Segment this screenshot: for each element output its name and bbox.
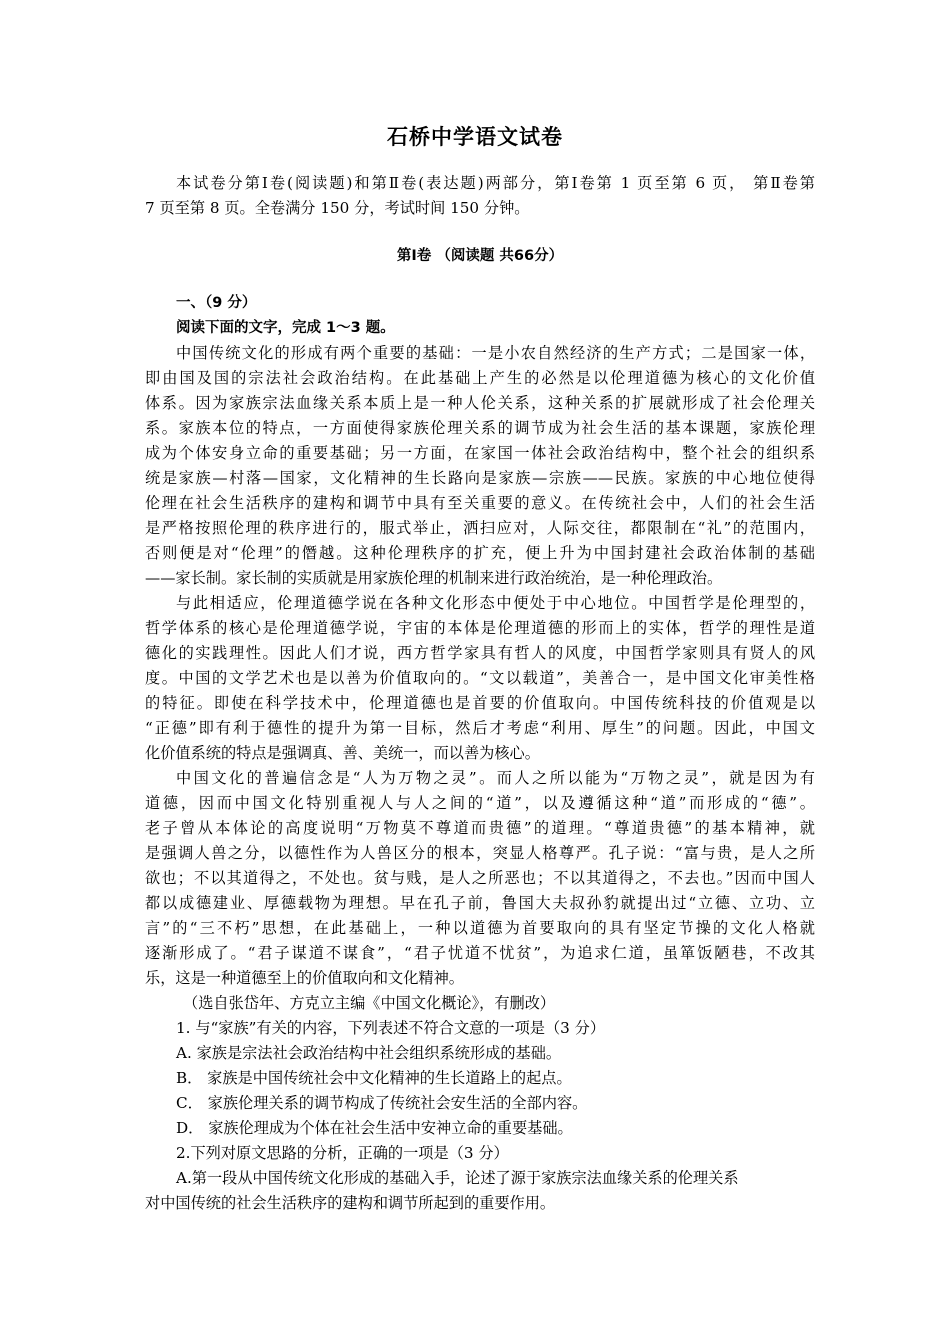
passage-line: 统是家族—村落—国家，文化精神的生长路向是家族—宗族——民族。家族的中心地位使得: [145, 469, 815, 487]
exam-intro: [145, 171, 815, 221]
question-line: 1. 与“家族”有关的内容，下列表述不符合文意的一项是（3 分）: [176, 1019, 606, 1037]
passage-line: 德化的实践理性。因此人们才说，西方哲学家具有哲人的风度，中国哲学家则具有贤人的风: [145, 644, 815, 662]
passage-line: 道德，因而中国文化特别重视人与人之间的“道”，以及遵循这种“道”而形成的“德”。: [145, 794, 815, 812]
passage-line: 中国传统文化的形成有两个重要的基础：一是小农自然经济的生产方式；二是国家一体，: [176, 344, 815, 362]
passage-line: “正德”即有利于德性的提升为第一目标，然后才考虑“利用、厚生”的问题。因此，中国文: [145, 719, 815, 737]
part-one: [145, 291, 815, 341]
question-line: A. 家族是宗法社会政治结构中社会组织系统形成的基础。: [176, 1044, 562, 1062]
question-line: 对中国传统的社会生活秩序的建构和调节所起到的重要作用。: [145, 1194, 556, 1212]
passage-line: 化价值系统的特点是强调真、善、美统一，而以善为核心。: [145, 744, 540, 762]
passage-line: 成为个体安身立命的重要基础；另一方面，在家国一体社会政治结构中，整个社会的组织系: [145, 444, 815, 462]
question-list: [145, 1016, 815, 1216]
passage-line: 逐渐形成了。“君子谋道不谋食”，“君子忧道不忧贫”，为追求仁道，虽箪饭陋巷，不改其: [145, 944, 815, 962]
question-line: D． 家族伦理成为个体在社会生活中安神立命的重要基础。: [176, 1119, 573, 1137]
question-line: C． 家族伦理关系的调节构成了传统社会安生活的全部内容。: [176, 1094, 588, 1112]
part-heading: 一、（9 分）: [176, 295, 257, 311]
intro-line: 本试卷分第Ⅰ卷(阅读题)和第Ⅱ卷(表达题)两部分，第Ⅰ卷第 1 页至第 6 页， 第Ⅱ卷第: [176, 174, 815, 192]
question-line: A.第一段从中国传统文化形成的基础入手，论述了源于家族宗法血缘关系的伦理关系: [176, 1169, 739, 1187]
question-line: 2.下列对原文思路的分析，正确的一项是（3 分）: [176, 1144, 509, 1162]
passage-line: 都以成德建业、厚德载物为理想。早在孔子前，鲁国大夫叔孙豹就提出过“立德、立功、立: [145, 894, 815, 912]
exam-title: 石桥中学语文试卷: [387, 124, 563, 149]
passage-line: 度。中国的文学艺术也是以善为价值取向的。“文以载道”，美善合一，是中国文化审美性格: [145, 669, 815, 687]
passage-line: 伦理在社会生活秩序的建构和调节中具有至关重要的意义。在传统社会中，人们的社会生活: [145, 494, 815, 512]
questions-block: [145, 991, 815, 1216]
passage-line: ——家长制。家长制的实质就是用家族伦理的机制来进行政治统治，是一种伦理政治。: [145, 569, 723, 587]
passage-line: 言”的“三不朽”思想，在此基础上，一种以道德为首要取向的具有坚定节操的文化人格就: [145, 919, 815, 937]
passage-line: 与此相适应，伦理道德学说在各种文化形态中便处于中心地位。中国哲学是伦理型的，: [176, 594, 815, 612]
passage-line: 否则便是对“伦理”的僭越。这种伦理秩序的扩充，便上升为中国封建社会政治体制的基础: [145, 544, 815, 562]
passage-line: 的特征。即使在科学技术中，伦理道德也是首要的价值取向。中国传统科技的价值观是以: [145, 694, 815, 712]
section-header-text: 第Ⅰ卷 （阅读题 共66分）: [396, 248, 564, 264]
passage-line: 即由国及国的宗法社会政治结构。在此基础上产生的必然是以伦理道德为核心的文化价值: [145, 369, 815, 387]
passage-line: 中国文化的普遍信念是“人为万物之灵”。而人之所以能为“万物之灵”，就是因为有: [176, 769, 815, 787]
section-header: [145, 244, 815, 269]
passage-line: 欲也；不以其道得之，不处也。贫与贱，是人之所恶也；不以其道得之，不去也。”因而中国人: [145, 869, 815, 887]
reading-instruction: 阅读下面的文字，完成 1～3 题。: [176, 320, 395, 336]
passage-line: 乐，这是一种道德至上的价值取向和文化精神。: [145, 969, 464, 987]
passage-line: 哲学体系的核心是伦理道德学说，宇宙的本体是伦理道德的形而上的实体，哲学的理性是道: [145, 619, 815, 637]
reading-passage: [145, 341, 815, 991]
passage-line: 是强调人兽之分，以德性作为人兽区分的根本，突显人格尊严。孔子说：“富与贵，是人之所: [145, 844, 815, 862]
passage-source: （选自张岱年、方克立主编《中国文化概论》，有删改）: [183, 994, 556, 1012]
passage-line: 系。家族本位的特点，一方面使得家族伦理关系的调节成为社会生活的基本课题，家族伦理: [145, 419, 815, 437]
passage-line: 体系。因为家族宗法血缘关系本质上是一种人伦关系，这种关系的扩展就形成了社会伦理关: [145, 394, 815, 412]
passage-line: 老子曾从本体论的高度说明“万物莫不尊道而贵德”的道理。“尊道贵德”的基本精神，就: [145, 819, 815, 837]
question-line: B． 家族是中国传统社会中文化精神的生长道路上的起点。: [176, 1069, 572, 1087]
intro-line: 7 页至第 8 页。全卷满分 150 分，考试时间 150 分钟。: [145, 199, 530, 217]
passage-line: 是严格按照伦理的秩序进行的，服式举止，洒扫应对，人际交往，都限制在“礼”的范围内，: [145, 519, 815, 537]
